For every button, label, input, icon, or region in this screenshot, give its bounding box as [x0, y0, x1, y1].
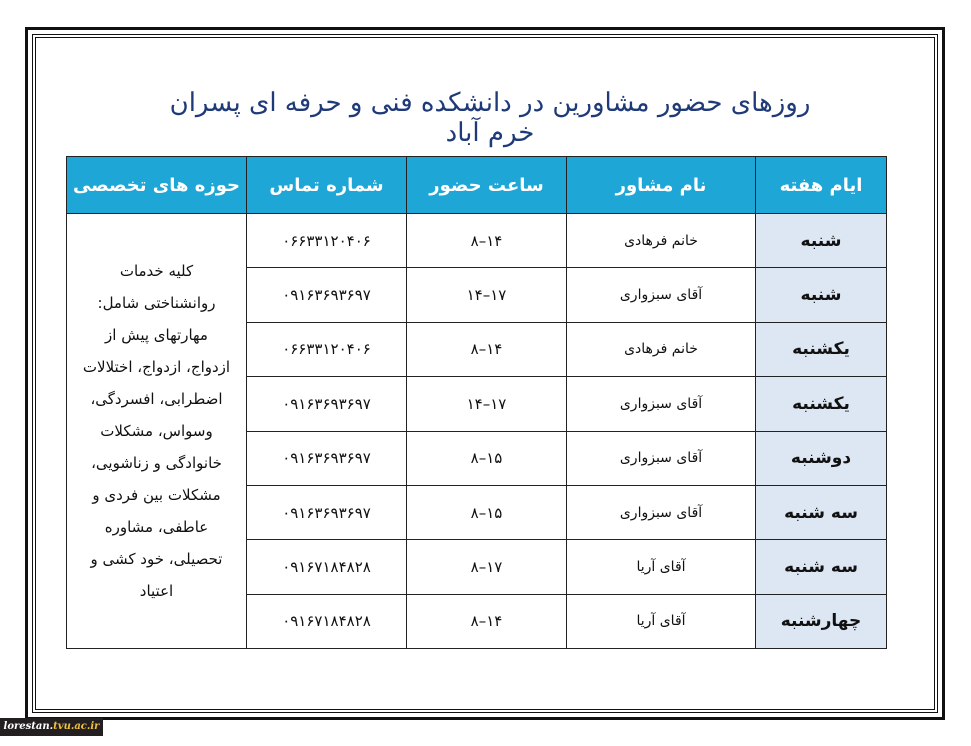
counselor-cell: آقای سبزواری	[567, 268, 756, 322]
phone-cell: ۰۶۶۳۳۱۲۰۴۰۶	[247, 322, 407, 376]
hours-cell: ۸–۱۴	[407, 322, 567, 376]
specialty-line: ازدواج، ازدواج، اختلالات	[82, 358, 231, 376]
counselor-cell: آقای سبزواری	[567, 485, 756, 539]
phone-cell: ۰۹۱۶۳۶۹۳۶۹۷	[247, 268, 407, 322]
hours-cell: ۸–۱۷	[407, 540, 567, 594]
hours-cell: ۸–۱۵	[407, 485, 567, 539]
day-cell: چهارشنبه	[756, 594, 887, 648]
header-specialty: حوزه های تخصصی	[67, 157, 247, 214]
hours-cell: ۸–۱۴	[407, 214, 567, 268]
counselor-cell: آقای آریا	[567, 594, 756, 648]
specialty-line: اعتیاد	[139, 582, 174, 600]
phone-cell: ۰۶۶۳۳۱۲۰۴۰۶	[247, 214, 407, 268]
table-row	[67, 214, 887, 268]
phone-cell: ۰۹۱۶۳۶۹۳۶۹۷	[247, 431, 407, 485]
hours-cell: ۱۴–۱۷	[407, 268, 567, 322]
counselor-cell: آقای سبزواری	[567, 431, 756, 485]
site-logo	[0, 718, 103, 736]
logo-main-text: lorestan.	[3, 721, 54, 732]
phone-cell: ۰۹۱۶۷۱۸۴۸۲۸	[247, 594, 407, 648]
specialty-line: عاطفی، مشاوره	[104, 518, 209, 536]
counselor-cell: آقای سبزواری	[567, 377, 756, 431]
hours-cell: ۱۴–۱۷	[407, 377, 567, 431]
page-title: روزهای حضور مشاورین در دانشکده فنی و حرفه ای پسران خرم آباد	[169, 88, 811, 148]
phone-cell: ۰۹۱۶۳۶۹۳۶۹۷	[247, 485, 407, 539]
day-cell: یکشنبه	[756, 322, 887, 376]
day-cell: شنبه	[756, 214, 887, 268]
specialty-line: خانوادگی و زناشویی،	[91, 454, 222, 472]
hours-cell: ۸–۱۴	[407, 594, 567, 648]
day-cell: سه شنبه	[756, 485, 887, 539]
day-cell: یکشنبه	[756, 377, 887, 431]
day-cell: دوشنبه	[756, 431, 887, 485]
phone-cell: ۰۹۱۶۷۱۸۴۸۲۸	[247, 540, 407, 594]
header-counselor: نام مشاور	[567, 157, 756, 214]
day-cell: شنبه	[756, 268, 887, 322]
header-hours: ساعت حضور	[407, 157, 567, 214]
specialty-cell	[67, 214, 247, 649]
specialty-line: روانشناختی شامل:	[97, 294, 216, 312]
specialty-line: تحصیلی، خود کشی و	[90, 550, 223, 568]
specialty-line: اضطرابی، افسردگی،	[90, 390, 223, 408]
specialty-line: مشکلات بین فردی و	[92, 486, 221, 504]
day-cell: سه شنبه	[756, 540, 887, 594]
specialty-line: کلیه خدمات	[119, 262, 194, 280]
counselor-cell: آقای آریا	[567, 540, 756, 594]
specialty-line: مهارتهای پیش از	[105, 326, 208, 344]
counselor-cell: خانم فرهادی	[567, 214, 756, 268]
logo-accent-text: tvu.ac.ir	[53, 721, 100, 732]
phone-cell: ۰۹۱۶۳۶۹۳۶۹۷	[247, 377, 407, 431]
specialty-line: وسواس، مشکلات	[100, 422, 213, 440]
table-header-row	[67, 157, 887, 214]
header-day: ایام هفته	[756, 157, 887, 214]
hours-cell: ۸–۱۵	[407, 431, 567, 485]
header-phone: شماره تماس	[247, 157, 407, 214]
counseling-schedule-table	[66, 156, 887, 649]
counselor-cell: خانم فرهادی	[567, 322, 756, 376]
